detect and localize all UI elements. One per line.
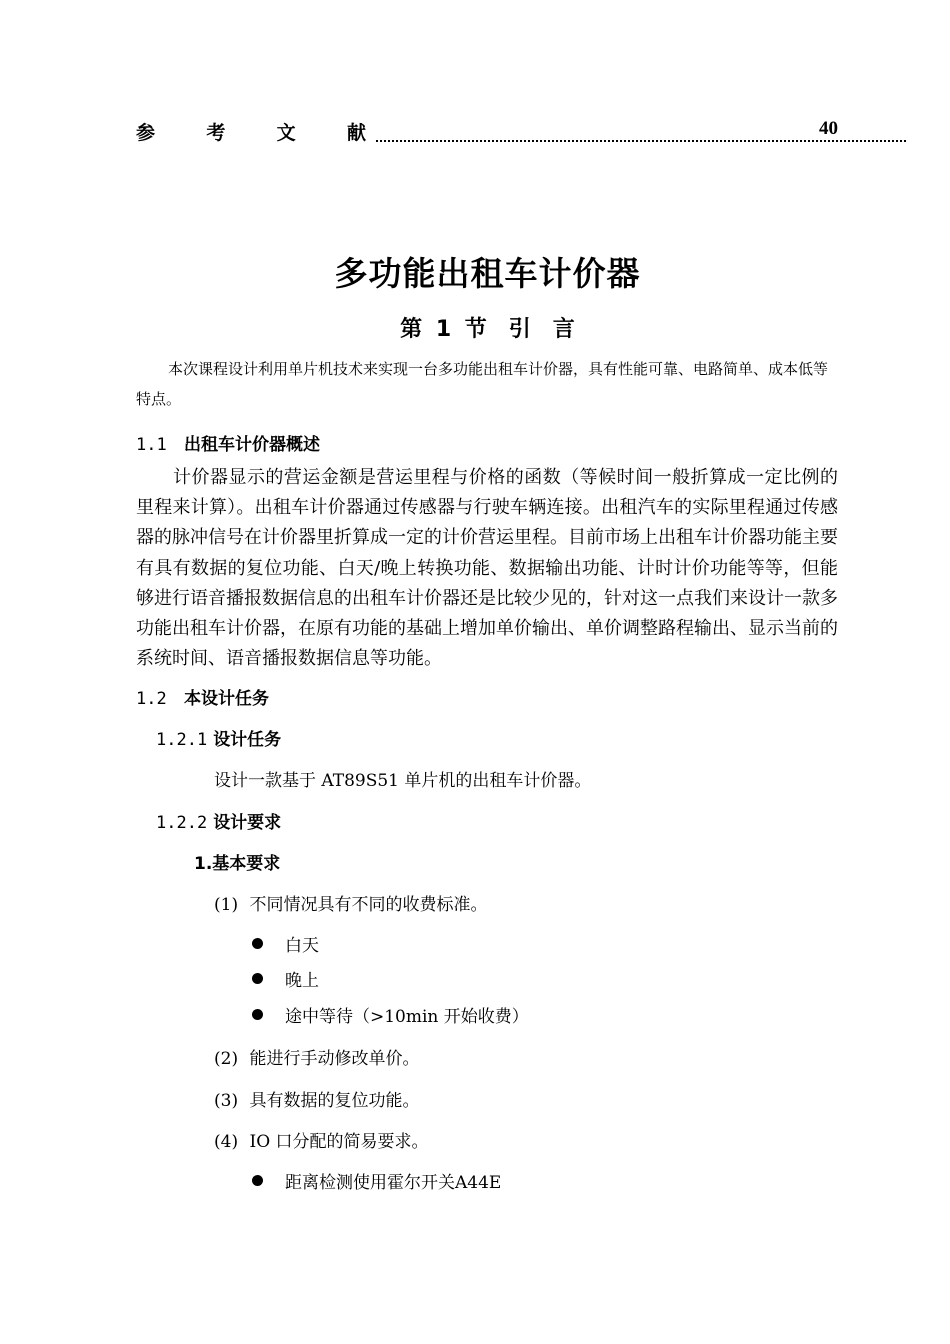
toc-char: 考 bbox=[206, 122, 226, 144]
heading-1-2-2 bbox=[156, 808, 281, 833]
heading-number: 1.2.2 bbox=[156, 813, 208, 833]
bullet-item: 途中等待（>10min 开始收费） bbox=[285, 1007, 529, 1027]
section-title: 第 1 节 引 言 bbox=[400, 317, 575, 342]
bullet-item: 晚上 bbox=[285, 971, 319, 991]
item-text: 不同情况具有不同的收费标准。 bbox=[249, 895, 488, 915]
heading-number: 1.2.1 bbox=[156, 730, 208, 750]
bullet-icon bbox=[252, 1175, 263, 1186]
toc-char: 文 bbox=[276, 122, 296, 144]
item-label: (4) bbox=[214, 1132, 239, 1152]
task-text: 设计一款基于 AT89S51 单片机的出租车计价器。 bbox=[214, 771, 592, 791]
heading-text: 出租车计价器概述 bbox=[184, 435, 320, 455]
overview-paragraph: 计价器显示的营运金额是营运里程与价格的函数（等候时间一般折算成一定比例的里程来计算）。出租车计价器通过传感器与行驶车辆连接。出租汽车的实际里程通过传感器的脉冲信号在计价器里折算成一定的计价营运里程。目前市场上出租车计价器功能主要有具有数据的复位功能、白天/晚上转换功能、数据输出功能、计时计价功能等等，但能够进行语音播报数据信息的出租车计价器还是比较少见的，针对这一点我们来设计一款多功能出租车计价器，在原有功能的基础上增加单价输出、单价调整路程输出、显示当前的系统时间、语音播报数据信息等功能。 bbox=[136, 467, 838, 670]
requirement-item bbox=[214, 1044, 420, 1069]
item-label: (3) bbox=[214, 1091, 239, 1111]
bullet-icon bbox=[252, 938, 263, 949]
heading-number: 1.1 bbox=[136, 435, 167, 455]
item-label: (1) bbox=[214, 895, 239, 915]
requirement-item bbox=[214, 1127, 429, 1152]
item-text: IO 口分配的简易要求。 bbox=[249, 1132, 429, 1152]
toc-page-number: 40 bbox=[819, 118, 838, 139]
toc-char: 参 bbox=[136, 122, 156, 144]
heading-text: 本设计任务 bbox=[184, 689, 269, 709]
heading-1-2-1 bbox=[156, 725, 281, 750]
item-label: (2) bbox=[214, 1049, 239, 1069]
item-text: 具有数据的复位功能。 bbox=[249, 1091, 420, 1111]
bullet-icon bbox=[252, 1009, 263, 1020]
requirement-item bbox=[214, 890, 488, 915]
heading-text: 设计要求 bbox=[213, 813, 282, 833]
heading-1-1 bbox=[136, 430, 320, 455]
intro-paragraph: 本次课程设计利用单片机技术来实现一台多功能出租车计价器，具有性能可靠、电路简单、成本低等特点。 bbox=[136, 360, 829, 408]
toc-label bbox=[136, 118, 366, 145]
heading-text: 设计任务 bbox=[213, 730, 282, 750]
document-title: 多功能出租车计价器 bbox=[334, 254, 641, 293]
toc-entry bbox=[136, 118, 838, 146]
toc-char: 献 bbox=[346, 122, 366, 144]
heading-number: 1.2 bbox=[136, 689, 167, 709]
bullet-item: 白天 bbox=[285, 936, 319, 956]
heading-1-2 bbox=[136, 684, 269, 709]
bullet-icon bbox=[252, 973, 263, 984]
item-text: 能进行手动修改单价。 bbox=[249, 1049, 420, 1069]
basic-requirements-heading: 1.基本要求 bbox=[194, 854, 281, 874]
requirement-item bbox=[214, 1086, 420, 1111]
bullet-item: 距离检测使用霍尔开关A44E bbox=[285, 1173, 502, 1193]
